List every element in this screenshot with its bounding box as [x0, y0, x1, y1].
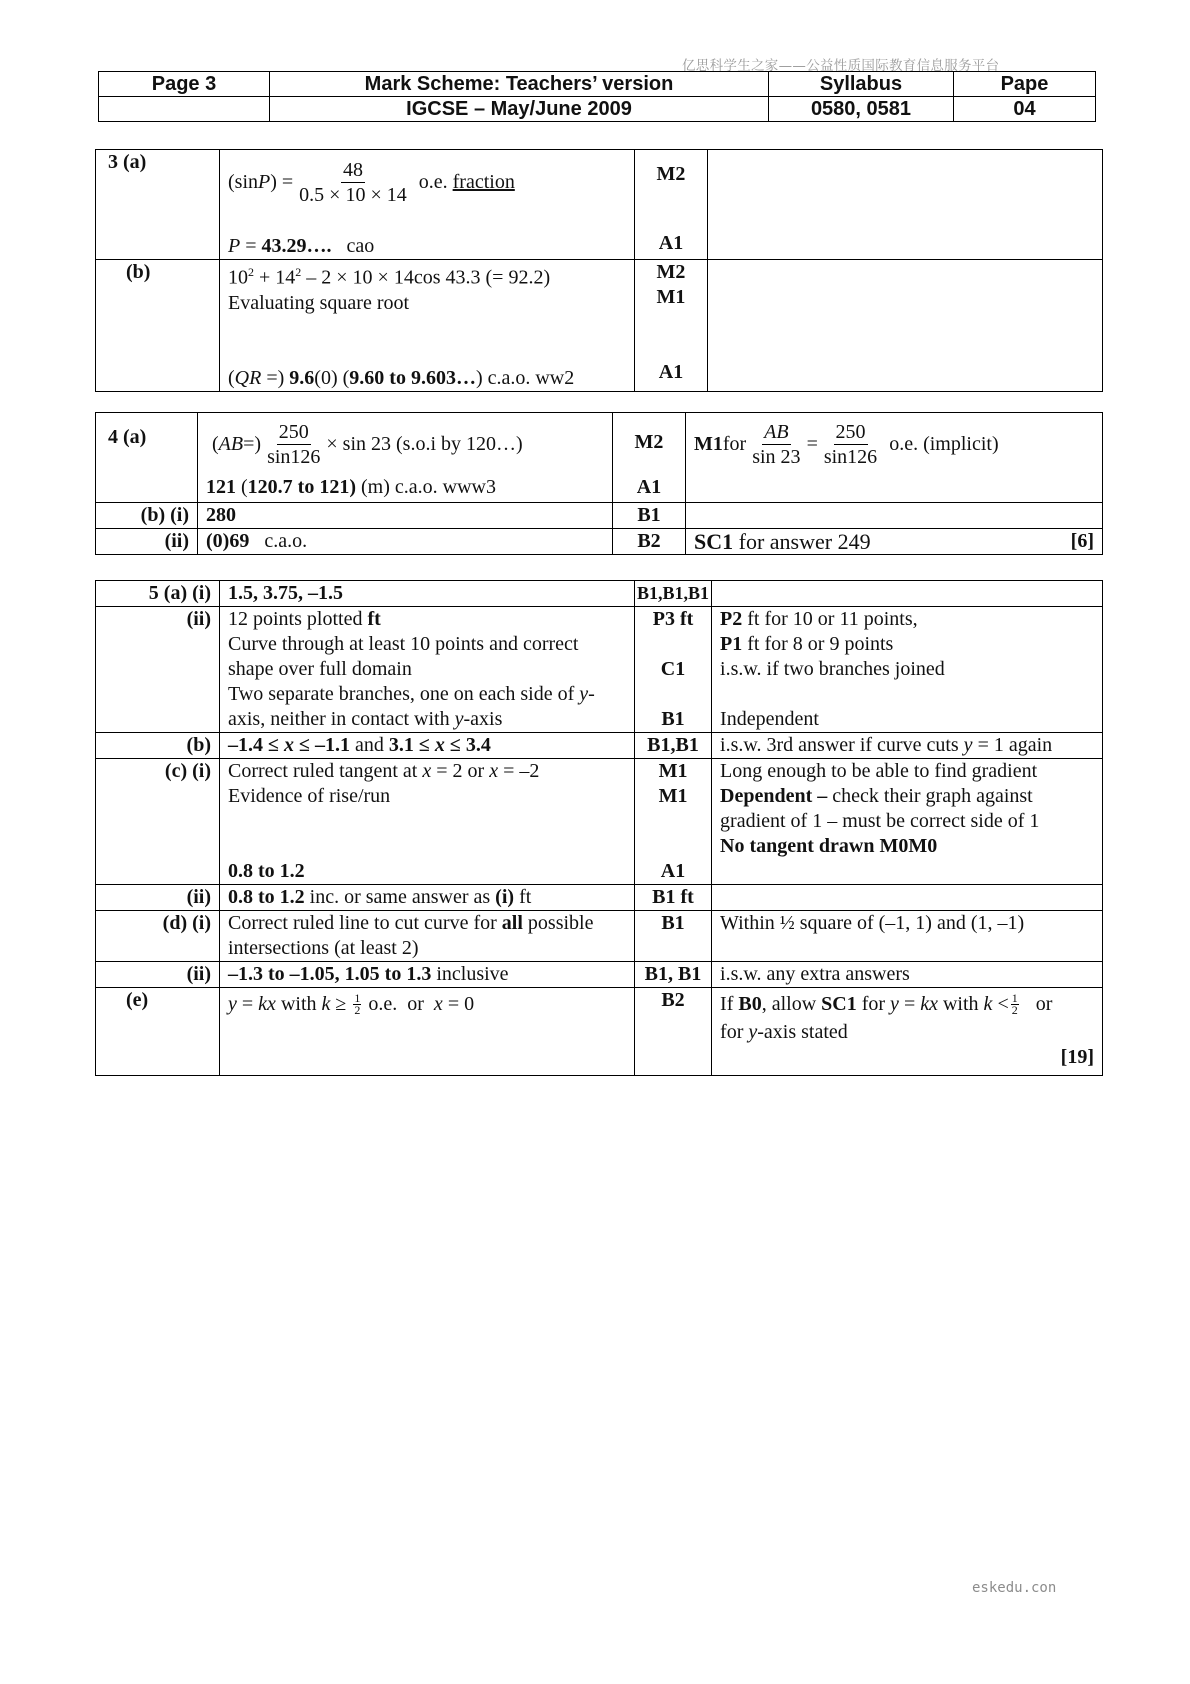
q3a-fraction: $\frac{48}{0.5 \times 10 \times 14}$	[299, 158, 407, 206]
q4a-working: ( AB =) $\frac{250}{\sin 126}$ × sin 23 (s.o.i by 120…) 121 (120.7 to 121) (m) c.a.o. www3	[198, 413, 613, 503]
q4bi-answer: 280	[198, 503, 613, 529]
q5dii-mark: B1, B1	[635, 962, 712, 988]
q5di-mark: B1	[635, 911, 712, 962]
q5ci-working: Correct ruled tangent at x = 2 or x = –2 Evidence of rise/run 0.8 to 1.2	[220, 759, 635, 885]
q4a-fraction: $\frac{250}{\sin 126}$	[267, 420, 321, 468]
q5di-label: (d) (i)	[96, 911, 220, 962]
q5e-answer: y = kx with k ≥ $\frac{1}{2}$ o.e. or x = 0	[220, 988, 635, 1076]
q3b-marks: M2 M1 A1	[635, 260, 708, 392]
q5e-half-fraction: $\frac{1}{2}$	[354, 990, 361, 1017]
q3b-working: $10^2 + 14^2 - 2 \times 10 \times 14\cos$ 43.3 (= 92.2) Evaluating square root (QR =) 9.6(0) (9.60 to 9.603…) c.a.o. ww2	[220, 260, 635, 392]
q5ai-answer: 1.5, 3.75, –1.5	[220, 581, 635, 607]
q4a-label: 4 (a)	[96, 413, 198, 503]
footer-url: eskedu.con	[972, 1580, 1057, 1596]
paper-number: 04	[954, 97, 1096, 122]
q5dii-answer: –1.3 to –1.05, 1.05 to 1.3 inclusive	[220, 962, 635, 988]
syllabus-label: Syllabus	[769, 72, 954, 97]
q4a-guidance-fraction-1: $\frac{AB}{\sin 23}$	[752, 420, 801, 468]
q5ci-label: (c) (i)	[96, 759, 220, 885]
q3a-marks: M2 A1	[635, 150, 708, 260]
q3-table	[95, 149, 1103, 392]
syllabus-code: 0580, 0581	[769, 97, 954, 122]
header-table	[98, 71, 1096, 122]
q5e-guidance-half-fraction: 1 2	[1011, 990, 1018, 1017]
q4-table	[95, 412, 1103, 555]
q5e-guidance: If B0 , allow SC1 for y = kx with k < 1 2 or for y-axis stated [19]	[712, 988, 1103, 1076]
q5b-label: (b)	[96, 733, 220, 759]
q4bii-mark: B2	[613, 529, 686, 555]
q5cii-guidance	[712, 885, 1103, 911]
q4bii-answer: (0)69 c.a.o.	[198, 529, 613, 555]
q3b-guidance	[708, 260, 1103, 392]
q5e-mark: B2	[635, 988, 712, 1076]
q4bi-mark: B1	[613, 503, 686, 529]
q5aii-working: 12 points plotted ft Curve through at least 10 points and correct shape over full domain Two separate branches, one on each side of y-axis, neither in contact with y-axis	[220, 607, 635, 733]
q3b-label: (b)	[96, 260, 220, 392]
q5ci-marks: M1 M1 A1	[635, 759, 712, 885]
q5di-working: Correct ruled line to cut curve for all possible intersections (at least 2)	[220, 911, 635, 962]
header-blank	[99, 97, 270, 122]
q5aii-label: (ii)	[96, 607, 220, 733]
q4-total: [6]	[1070, 530, 1094, 552]
q3a-guidance	[708, 150, 1103, 260]
exam-session: IGCSE – May/June 2009	[270, 97, 769, 122]
watermark: 亿思科学生之家——公益性质国际教育信息服务平台	[682, 58, 1000, 74]
q5cii-answer: 0.8 to 1.2 inc. or same answer as (i) ft	[220, 885, 635, 911]
q5-table	[95, 580, 1103, 1076]
q5di-guidance: Within ½ square of (–1, 1) and (1, –1)	[712, 911, 1103, 962]
q4bi-guidance	[686, 503, 1103, 529]
q5dii-label: (ii)	[96, 962, 220, 988]
q5dii-guidance: i.s.w. any extra answers	[712, 962, 1103, 988]
q5cii-mark: B1 ft	[635, 885, 712, 911]
q4a-guidance: M1 for $\frac{AB}{\sin 23}$ = $\frac{250}{\sin 126}$ o.e. (implicit)	[686, 413, 1103, 503]
q5b-mark: B1,B1	[635, 733, 712, 759]
q5b-guidance: i.s.w. 3rd answer if curve cuts y = 1 again	[712, 733, 1103, 759]
doc-title: Mark Scheme: Teachers’ version	[270, 72, 769, 97]
q5ai-label: 5 (a) (i)	[96, 581, 220, 607]
page-number: Page 3	[99, 72, 270, 97]
q4a-marks: M2 A1	[613, 413, 686, 503]
q5ci-guidance: Long enough to be able to find gradient Dependent – check their graph against gradient of 1 – must be correct side of 1 No tangent drawn M0M0	[712, 759, 1103, 885]
q3a-label: 3 (a)	[96, 150, 220, 260]
q4bi-label: (b) (i)	[96, 503, 198, 529]
q5aii-marks: P3 ft C1 B1	[635, 607, 712, 733]
q5e-label: (e)	[96, 988, 220, 1076]
q3a-working: (sin P ) = $\frac{48}{0.5 \times 10 \times 14}$ o.e. fraction P = 43.29…. cao	[220, 150, 635, 260]
q4bii-guidance: SC1 for answer 249 [6]	[686, 529, 1103, 555]
q5ai-mark: B1,B1,B1	[635, 581, 712, 607]
q5ai-guidance	[712, 581, 1103, 607]
q4bii-label: (ii)	[96, 529, 198, 555]
q5aii-guidance: P2 ft for 10 or 11 points, P1 ft for 8 or 9 points i.s.w. if two branches joined Independent	[712, 607, 1103, 733]
q5b-answer: –1.4 ≤ x ≤ –1.1 and 3.1 ≤ x ≤ 3.4	[220, 733, 635, 759]
paper-label: Pape	[954, 72, 1096, 97]
q5cii-label: (ii)	[96, 885, 220, 911]
q5-total: [19]	[1060, 1046, 1094, 1068]
q4a-guidance-fraction-2: $\frac{250}{\sin 126}$	[823, 420, 878, 468]
